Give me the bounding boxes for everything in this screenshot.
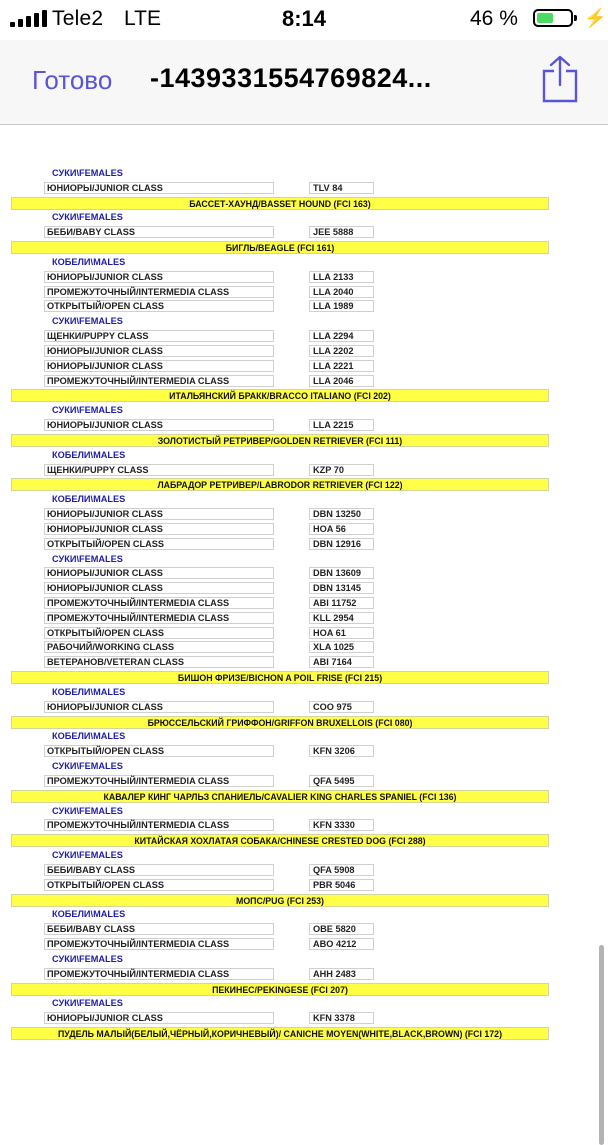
sex-group-label: СУКИ\FEMALES	[52, 553, 123, 564]
breed-header: БИШОН ФРИЗЕ/BICHON A POIL FRISE (FCI 215)	[11, 671, 549, 684]
class-name: ЮНИОРЫ/JUNIOR CLASS	[44, 567, 274, 579]
catalog-number: PBR 5046	[309, 879, 374, 891]
entry-row	[0, 627, 608, 640]
breed-header: КАВАЛЕР КИНГ ЧАРЛЬЗ СПАНИЕЛЬ/CAVALIER KING CHARLES SPANIEL (FCI 136)	[11, 790, 549, 803]
catalog-number: DBN 13609	[309, 567, 374, 579]
catalog-number: HOA 56	[309, 523, 374, 535]
class-name: ПРОМЕЖУТОЧНЫЙ/INTERMEDIA CLASS	[44, 612, 274, 624]
catalog-number: KFN 3206	[309, 745, 374, 757]
sex-group-label: СУКИ\FEMALES	[52, 850, 123, 861]
catalog-number: DBN 12916	[309, 538, 374, 550]
sex-group-label: КОБЕЛИ\MALES	[52, 449, 126, 460]
catalog-number: DBN 13145	[309, 582, 374, 594]
catalog-number: COO 975	[309, 701, 374, 713]
sex-group-label: КОБЕЛИ\MALES	[52, 731, 126, 742]
breed-header: МОПС/PUG (FCI 253)	[11, 894, 549, 907]
class-name: ОТКРЫТЫЙ/OPEN CLASS	[44, 879, 274, 891]
breed-header: БРЮССЕЛЬСКИЙ ГРИФФОН/GRIFFON BRUXELLOIS (FCI 080)	[11, 716, 549, 729]
entry-row	[0, 182, 608, 195]
breed-header: БИГЛЬ/BEAGLE (FCI 161)	[11, 241, 549, 254]
breed-header: ПЕКИНЕС/PEKINGESE (FCI 207)	[11, 983, 549, 996]
share-icon	[540, 54, 580, 104]
class-name: ПРОМЕЖУТОЧНЫЙ/INTERMEDIA CLASS	[44, 775, 274, 787]
entry-row	[0, 345, 608, 358]
entry-row	[0, 819, 608, 832]
entry-row	[0, 968, 608, 981]
document-title: -1439331554769824...	[150, 63, 432, 93]
sex-group-label: СУКИ\FEMALES	[52, 316, 123, 327]
entry-row	[0, 641, 608, 654]
entry-row	[0, 271, 608, 284]
sex-group-label: СУКИ\FEMALES	[52, 998, 123, 1009]
class-name: БЕБИ/BABY CLASS	[44, 923, 274, 935]
class-name: ЮНИОРЫ/JUNIOR CLASS	[44, 508, 274, 520]
sex-group-label: СУКИ\FEMALES	[52, 168, 123, 178]
catalog-number: ABI 7164	[309, 656, 374, 668]
entry-row	[0, 612, 608, 625]
class-name: ЮНИОРЫ/JUNIOR CLASS	[44, 360, 274, 372]
carrier-name: Tele2	[52, 7, 104, 30]
catalog-number: LLA 2294	[309, 330, 374, 342]
sex-group-label: СУКИ\FEMALES	[52, 761, 123, 772]
catalog-number: KZP 70	[309, 464, 374, 476]
sex-group-label: СУКИ\FEMALES	[52, 405, 123, 416]
class-name: ОТКРЫТЫЙ/OPEN CLASS	[44, 538, 274, 550]
entry-row	[0, 582, 608, 595]
entry-row	[0, 745, 608, 758]
document-view[interactable]	[0, 125, 608, 1080]
catalog-number: DBN 13250	[309, 508, 374, 520]
catalog-number: QFA 5908	[309, 864, 374, 876]
navigation-bar	[0, 40, 608, 125]
catalog-number: KFN 3330	[309, 819, 374, 831]
breed-header: БАССЕТ-ХАУНД/BASSET HOUND (FCI 163)	[11, 197, 549, 210]
class-name: ПРОМЕЖУТОЧНЫЙ/INTERMEDIA CLASS	[44, 597, 274, 609]
catalog-number: LLA 2133	[309, 271, 374, 283]
class-name: ЮНИОРЫ/JUNIOR CLASS	[44, 701, 274, 713]
entry-row	[0, 286, 608, 299]
scrollbar[interactable]	[599, 945, 604, 1145]
class-name: ПРОМЕЖУТОЧНЫЙ/INTERMEDIA CLASS	[44, 968, 274, 980]
entry-row	[0, 938, 608, 951]
entry-row	[0, 538, 608, 551]
sex-group-label: КОБЕЛИ\MALES	[52, 494, 126, 505]
class-name: БЕБИ/BABY CLASS	[44, 864, 274, 876]
entry-row	[0, 701, 608, 714]
sex-group-label: СУКИ\FEMALES	[52, 953, 123, 964]
entry-row	[0, 360, 608, 373]
class-name: ОТКРЫТЫЙ/OPEN CLASS	[44, 745, 274, 757]
sex-group-label: КОБЕЛИ\MALES	[52, 909, 126, 920]
catalog-number: LLA 2202	[309, 345, 374, 357]
battery-icon	[533, 9, 573, 27]
catalog-number: AHH 2483	[309, 968, 374, 980]
class-name: ПРОМЕЖУТОЧНЫЙ/INTERMEDIA CLASS	[44, 938, 274, 950]
entry-row	[0, 879, 608, 892]
class-name: ВЕТЕРАНОВ/VETERAN CLASS	[44, 656, 274, 668]
entry-row	[0, 1012, 608, 1025]
sex-group-label: СУКИ\FEMALES	[52, 212, 123, 223]
class-name: ЮНИОРЫ/JUNIOR CLASS	[44, 182, 274, 194]
breed-header: КИТАЙСКАЯ ХОХЛАТАЯ СОБАКА/CHINESE CRESTED DOG (FCI 288)	[11, 834, 549, 847]
catalog-number: LLA 2215	[309, 419, 374, 431]
catalog-number: OBE 5820	[309, 923, 374, 935]
catalog-number: ABO 4212	[309, 938, 374, 950]
share-button[interactable]	[540, 54, 580, 104]
entry-row	[0, 923, 608, 936]
breed-header: ЛАБРАДОР РЕТРИВЕР/LABRODOR RETRIEVER (FCI 122)	[11, 478, 549, 491]
class-name: ЮНИОРЫ/JUNIOR CLASS	[44, 523, 274, 535]
class-name: БЕБИ/BABY CLASS	[44, 226, 274, 238]
catalog-number: ABI 11752	[309, 597, 374, 609]
network-type: LTE	[124, 7, 161, 30]
class-name: ЮНИОРЫ/JUNIOR CLASS	[44, 582, 274, 594]
entry-row	[0, 656, 608, 669]
class-name: ПРОМЕЖУТОЧНЫЙ/INTERMEDIA CLASS	[44, 286, 274, 298]
entry-row	[0, 226, 608, 239]
entry-row	[0, 300, 608, 313]
sex-group-label: КОБЕЛИ\MALES	[52, 256, 126, 267]
breed-header: ПУДЕЛЬ МАЛЫЙ(БЕЛЫЙ,ЧЁРНЫЙ,КОРИЧНЕВЫЙ)/ CANICHE MOYEN(WHITE,BLACK,BROWN) (FCI 172)	[11, 1027, 549, 1040]
entry-row	[0, 464, 608, 477]
entry-row	[0, 775, 608, 788]
class-name: ЮНИОРЫ/JUNIOR CLASS	[44, 419, 274, 431]
class-name: ЮНИОРЫ/JUNIOR CLASS	[44, 271, 274, 283]
done-button[interactable]: Готово	[32, 65, 113, 95]
entry-row	[0, 508, 608, 521]
catalog-number: XLA 1025	[309, 641, 374, 653]
catalog-number: LLA 2046	[309, 375, 374, 387]
class-name: ПРОМЕЖУТОЧНЫЙ/INTERMEDIA CLASS	[44, 819, 274, 831]
entry-row	[0, 375, 608, 388]
sex-group-label: КОБЕЛИ\MALES	[52, 686, 126, 697]
charging-bolt-icon: ⚡	[584, 8, 607, 28]
status-bar	[0, 0, 608, 40]
catalog-number: KFN 3378	[309, 1012, 374, 1024]
breed-header: ЗОЛОТИСТЫЙ РЕТРИВЕР/GOLDEN RETRIEVER (FCI 111)	[11, 434, 549, 447]
entry-row	[0, 597, 608, 610]
class-name: ПРОМЕЖУТОЧНЫЙ/INTERMEDIA CLASS	[44, 375, 274, 387]
entry-row	[0, 330, 608, 343]
class-name: ЮНИОРЫ/JUNIOR CLASS	[44, 345, 274, 357]
entry-row	[0, 864, 608, 877]
breed-header: ИТАЛЬЯНСКИЙ БРАКК/BRACCO ITALIANO (FCI 202)	[11, 389, 549, 402]
catalog-number: LLA 1989	[309, 300, 374, 312]
status-time: 8:14	[281, 6, 327, 31]
sex-group-label: СУКИ\FEMALES	[52, 805, 123, 816]
catalog-number: QFA 5495	[309, 775, 374, 787]
battery-percent: 46 %	[470, 7, 518, 30]
class-name: РАБОЧИЙ/WORKING CLASS	[44, 641, 274, 653]
class-name: ЩЕНКИ/PUPPY CLASS	[44, 330, 274, 342]
catalog-number: KLL 2954	[309, 612, 374, 624]
entry-row	[0, 567, 608, 580]
catalog-number: LLA 2040	[309, 286, 374, 298]
class-name: ЩЕНКИ/PUPPY CLASS	[44, 464, 274, 476]
entry-row	[0, 419, 608, 432]
catalog-number: LLA 2221	[309, 360, 374, 372]
class-name: ОТКРЫТЫЙ/OPEN CLASS	[44, 627, 274, 639]
class-name: ОТКРЫТЫЙ/OPEN CLASS	[44, 300, 274, 312]
catalog-number: HOA 61	[309, 627, 374, 639]
catalog-number: TLV 84	[309, 182, 374, 194]
catalog-number: JEE 5888	[309, 226, 374, 238]
class-name: ЮНИОРЫ/JUNIOR CLASS	[44, 1012, 274, 1024]
entry-row	[0, 523, 608, 536]
